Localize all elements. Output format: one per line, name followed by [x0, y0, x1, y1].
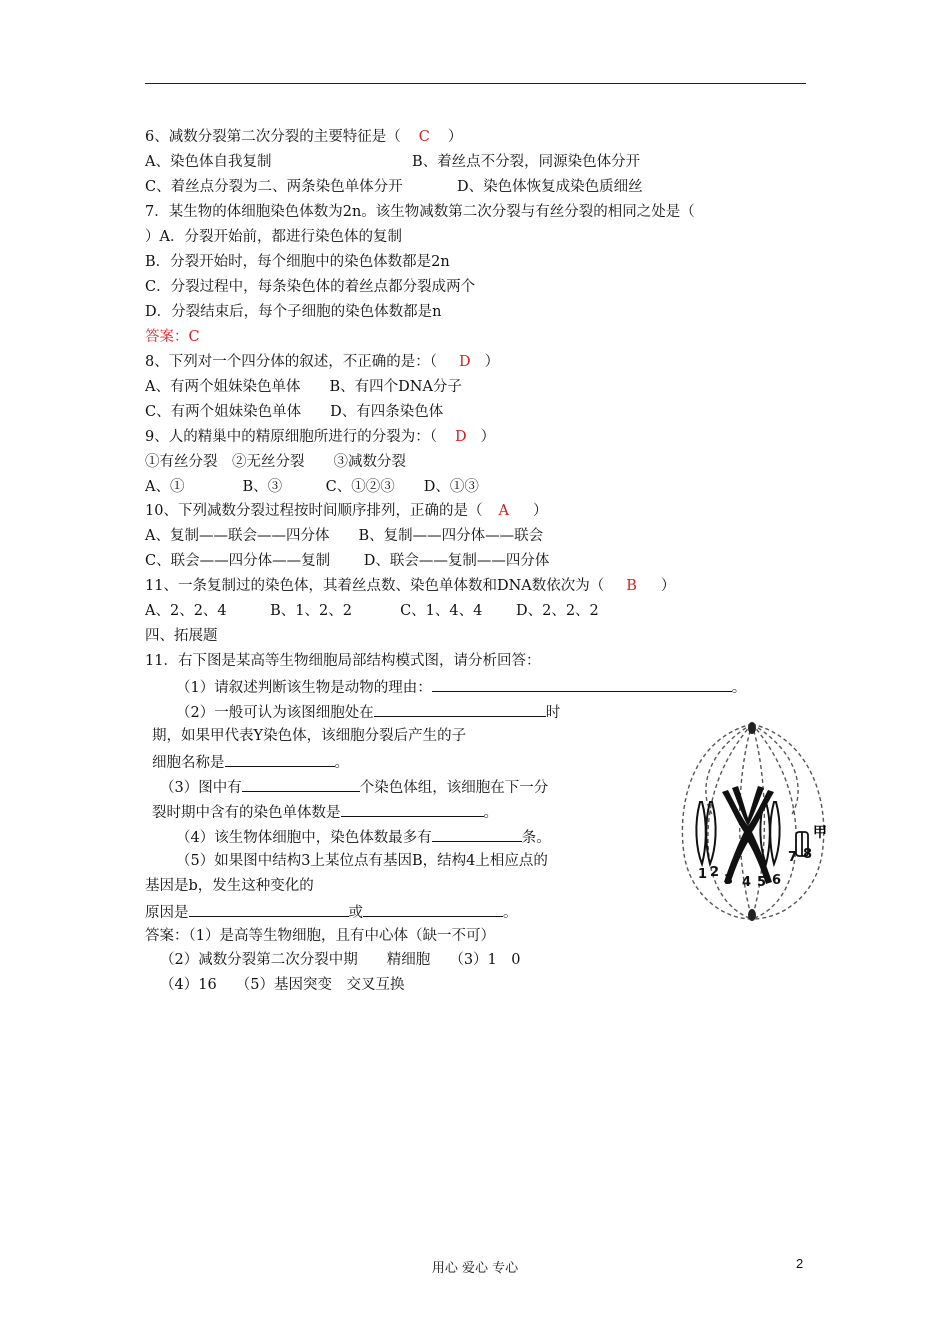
q11b-answer-2: （2）减数分裂第二次分裂中期 精细胞 （3）1 0	[160, 952, 521, 968]
q8-options-ab: A、有两个姐妹染色单体 B、有四个DNA分子	[145, 379, 462, 395]
q11b-part2: （2）一般可认为该图细胞处在 时	[176, 701, 560, 723]
q11a-answer: B	[626, 578, 637, 594]
chromosome-label-1: 1	[698, 867, 708, 882]
q11b-part1: （1）请叙述判断该生物是动物的理由： 。	[176, 676, 746, 698]
answer-blank[interactable]	[374, 701, 546, 717]
answer-blank[interactable]	[341, 801, 484, 817]
q7-option-a: ）A．分裂开始前，都进行染色体的复制	[145, 229, 402, 245]
q6-answer: C	[418, 129, 430, 145]
q8-answer: D	[458, 354, 471, 370]
q10-stem: 10、下列减数分裂过程按时间顺序排列，正确的是（ A ）	[145, 503, 548, 519]
q9-items: ①有丝分裂 ②无丝分裂 ③减数分裂	[145, 454, 406, 470]
q6-stem: 6、减数分裂第二次分裂的主要特征是（ C ）	[145, 129, 463, 145]
header-rule	[145, 83, 806, 84]
q11b-part3-line2: 裂时期中含有的染色单体数是 。	[152, 801, 498, 823]
q11a-stem: 11、一条复制过的染色体，其着丝点数、染色单体数和DNA数依次为（ B ）	[145, 578, 676, 594]
q11a-options: A、2、2、4 B、1、2、2 C、1、4、4 D、2、2、2	[145, 603, 599, 619]
answer-blank[interactable]	[432, 676, 732, 692]
q8-stem: 8、下列对一个四分体的叙述，不正确的是：（ D ）	[145, 354, 500, 370]
section-title: 四、拓展题	[145, 628, 218, 644]
q9-answer: D	[454, 429, 467, 445]
q11b-answer-3: （4）16 （5）基因突变 交叉互换	[160, 977, 405, 993]
chromosome-label-8: 8	[803, 847, 813, 862]
q9-options: A、① B、③ C、①②③ D、①③	[145, 479, 479, 495]
answer-blank[interactable]	[189, 901, 349, 917]
answer-blank[interactable]	[225, 751, 335, 767]
answer-blank[interactable]	[363, 901, 503, 917]
chromosome-label-4: 4	[742, 875, 752, 890]
cell-diagram	[672, 714, 832, 929]
q7-answer: 答案：C	[145, 329, 200, 345]
q11b-part3: （3）图中有 个染色体组，该细胞在下一分	[160, 776, 548, 798]
q11b-part4: （4）该生物体细胞中，染色体数最多有 条。	[176, 826, 551, 848]
q11b-part5-line2: 基因是b，发生这种变化的	[145, 878, 314, 894]
chromosome-label-3: 3	[724, 873, 734, 888]
q7-option-d: D．分裂结束后，每个子细胞的染色体数都是n	[145, 304, 442, 320]
q10-options-ab: A、复制——联会——四分体 B、复制——四分体——联会	[145, 528, 544, 544]
q11b-part5: （5）如果图中结构3上某位点有基因B，结构4上相应点的	[176, 853, 548, 869]
chromosome-label-5: 5	[757, 875, 767, 890]
q7-option-b: B．分裂开始时，每个细胞中的染色体数都是2n	[145, 254, 450, 270]
chromosome-label-2: 2	[710, 865, 720, 880]
q11b-part5-line3: 原因是 或 。	[145, 901, 518, 923]
chromosome-label-7: 7	[788, 850, 798, 865]
answer-blank[interactable]	[242, 776, 360, 792]
q6-options-cd: C、着丝点分裂为二、两条染色单体分开 D、染色体恢复成染色质细丝	[145, 179, 643, 195]
q10-options-cd: C、联会——四分体——复制 D、联会——复制——四分体	[145, 553, 550, 569]
q7-option-c: C．分裂过程中，每条染色体的着丝点都分裂成两个	[145, 279, 476, 295]
q8-options-cd: C、有两个姐妹染色单体 D、有四条染色体	[145, 404, 444, 420]
q11b-answer-1: 答案：（1）是高等生物细胞，且有中心体（缺一不可）	[145, 928, 495, 944]
q11b-part2-line3: 细胞名称是 。	[152, 751, 349, 773]
q10-answer: A	[498, 503, 509, 519]
page-footer: 用心 爱心 专心	[431, 1261, 519, 1276]
chromosome-label-6: 6	[772, 873, 782, 888]
q6-options-ab: A、染色体自我复制 B、着丝点不分裂，同源染色体分开	[145, 154, 641, 170]
q11b-part2-line2: 期，如果甲代表Y染色体，该细胞分裂后产生的子	[152, 728, 467, 744]
label-jia: 甲	[813, 825, 827, 841]
answer-blank[interactable]	[432, 826, 522, 842]
q11b-stem: 11．右下图是某高等生物细胞局部结构模式图，请分析回答：	[145, 653, 541, 669]
q9-stem: 9、人的精巢中的精原细胞所进行的分裂为：（ D ）	[145, 429, 496, 445]
q7-stem: 7．某生物的体细胞染色体数为2n。该生物减数第二次分裂与有丝分裂的相同之处是（	[145, 204, 695, 220]
page-number: 2	[796, 1256, 804, 1271]
